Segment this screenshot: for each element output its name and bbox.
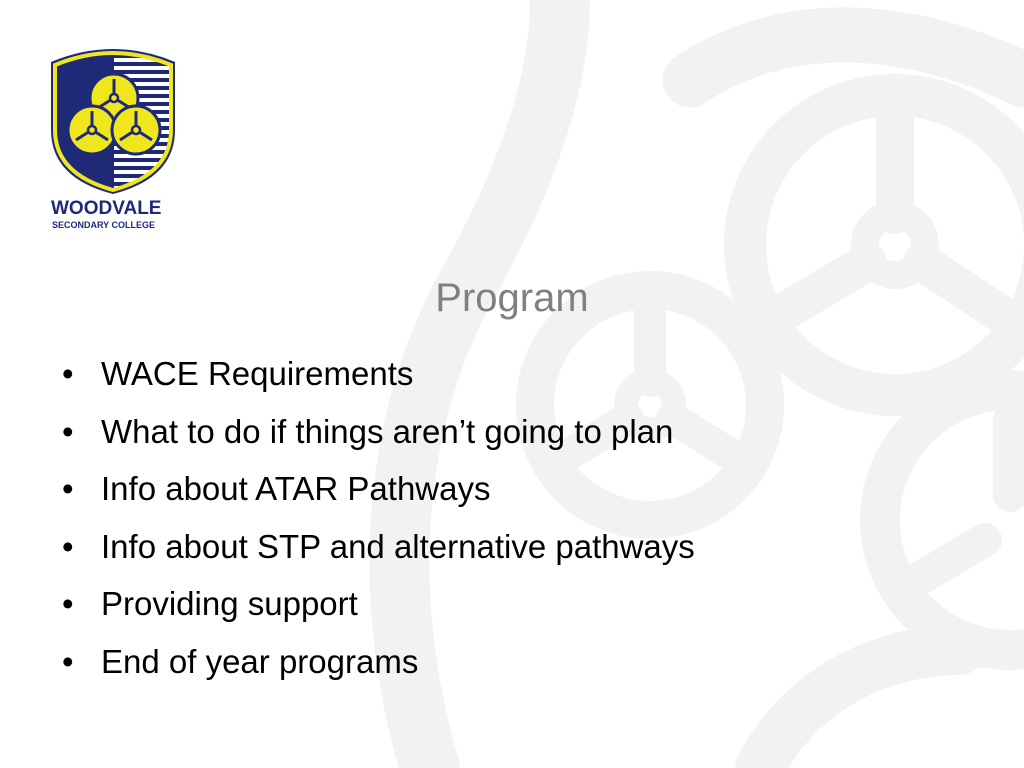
bullet-item (56, 403, 695, 461)
bullet-item (56, 345, 695, 403)
bullet-dot-icon: • (62, 585, 74, 622)
bullet-text: Info about STP and alternative pathways (101, 527, 695, 565)
bullet-dot-icon: • (62, 642, 74, 680)
bullet-item (56, 460, 695, 518)
bullet-dot-icon: • (62, 355, 74, 392)
bullet-text: Info about ATAR Pathways (101, 470, 491, 507)
bullet-text: WACE Requirements (101, 355, 414, 392)
bullet-text: End of year programs (101, 642, 419, 680)
bullet-item (56, 575, 695, 633)
bullet-item (56, 518, 695, 576)
bullet-text: What to do if things aren’t going to plan (101, 412, 674, 450)
college-logo (48, 48, 183, 233)
bullet-item (56, 633, 695, 691)
bullet-text: Providing support (101, 585, 358, 622)
bullet-list (56, 345, 695, 690)
slide-title: Program (435, 276, 589, 320)
bullet-dot-icon: • (62, 470, 74, 507)
shield-crest-icon (48, 48, 178, 194)
logo-college-subtitle: SECONDARY COLLEGE (52, 220, 156, 230)
logo-college-name: WOODVALE (51, 198, 162, 219)
bullet-dot-icon: • (62, 412, 74, 450)
bullet-dot-icon: • (62, 527, 74, 565)
